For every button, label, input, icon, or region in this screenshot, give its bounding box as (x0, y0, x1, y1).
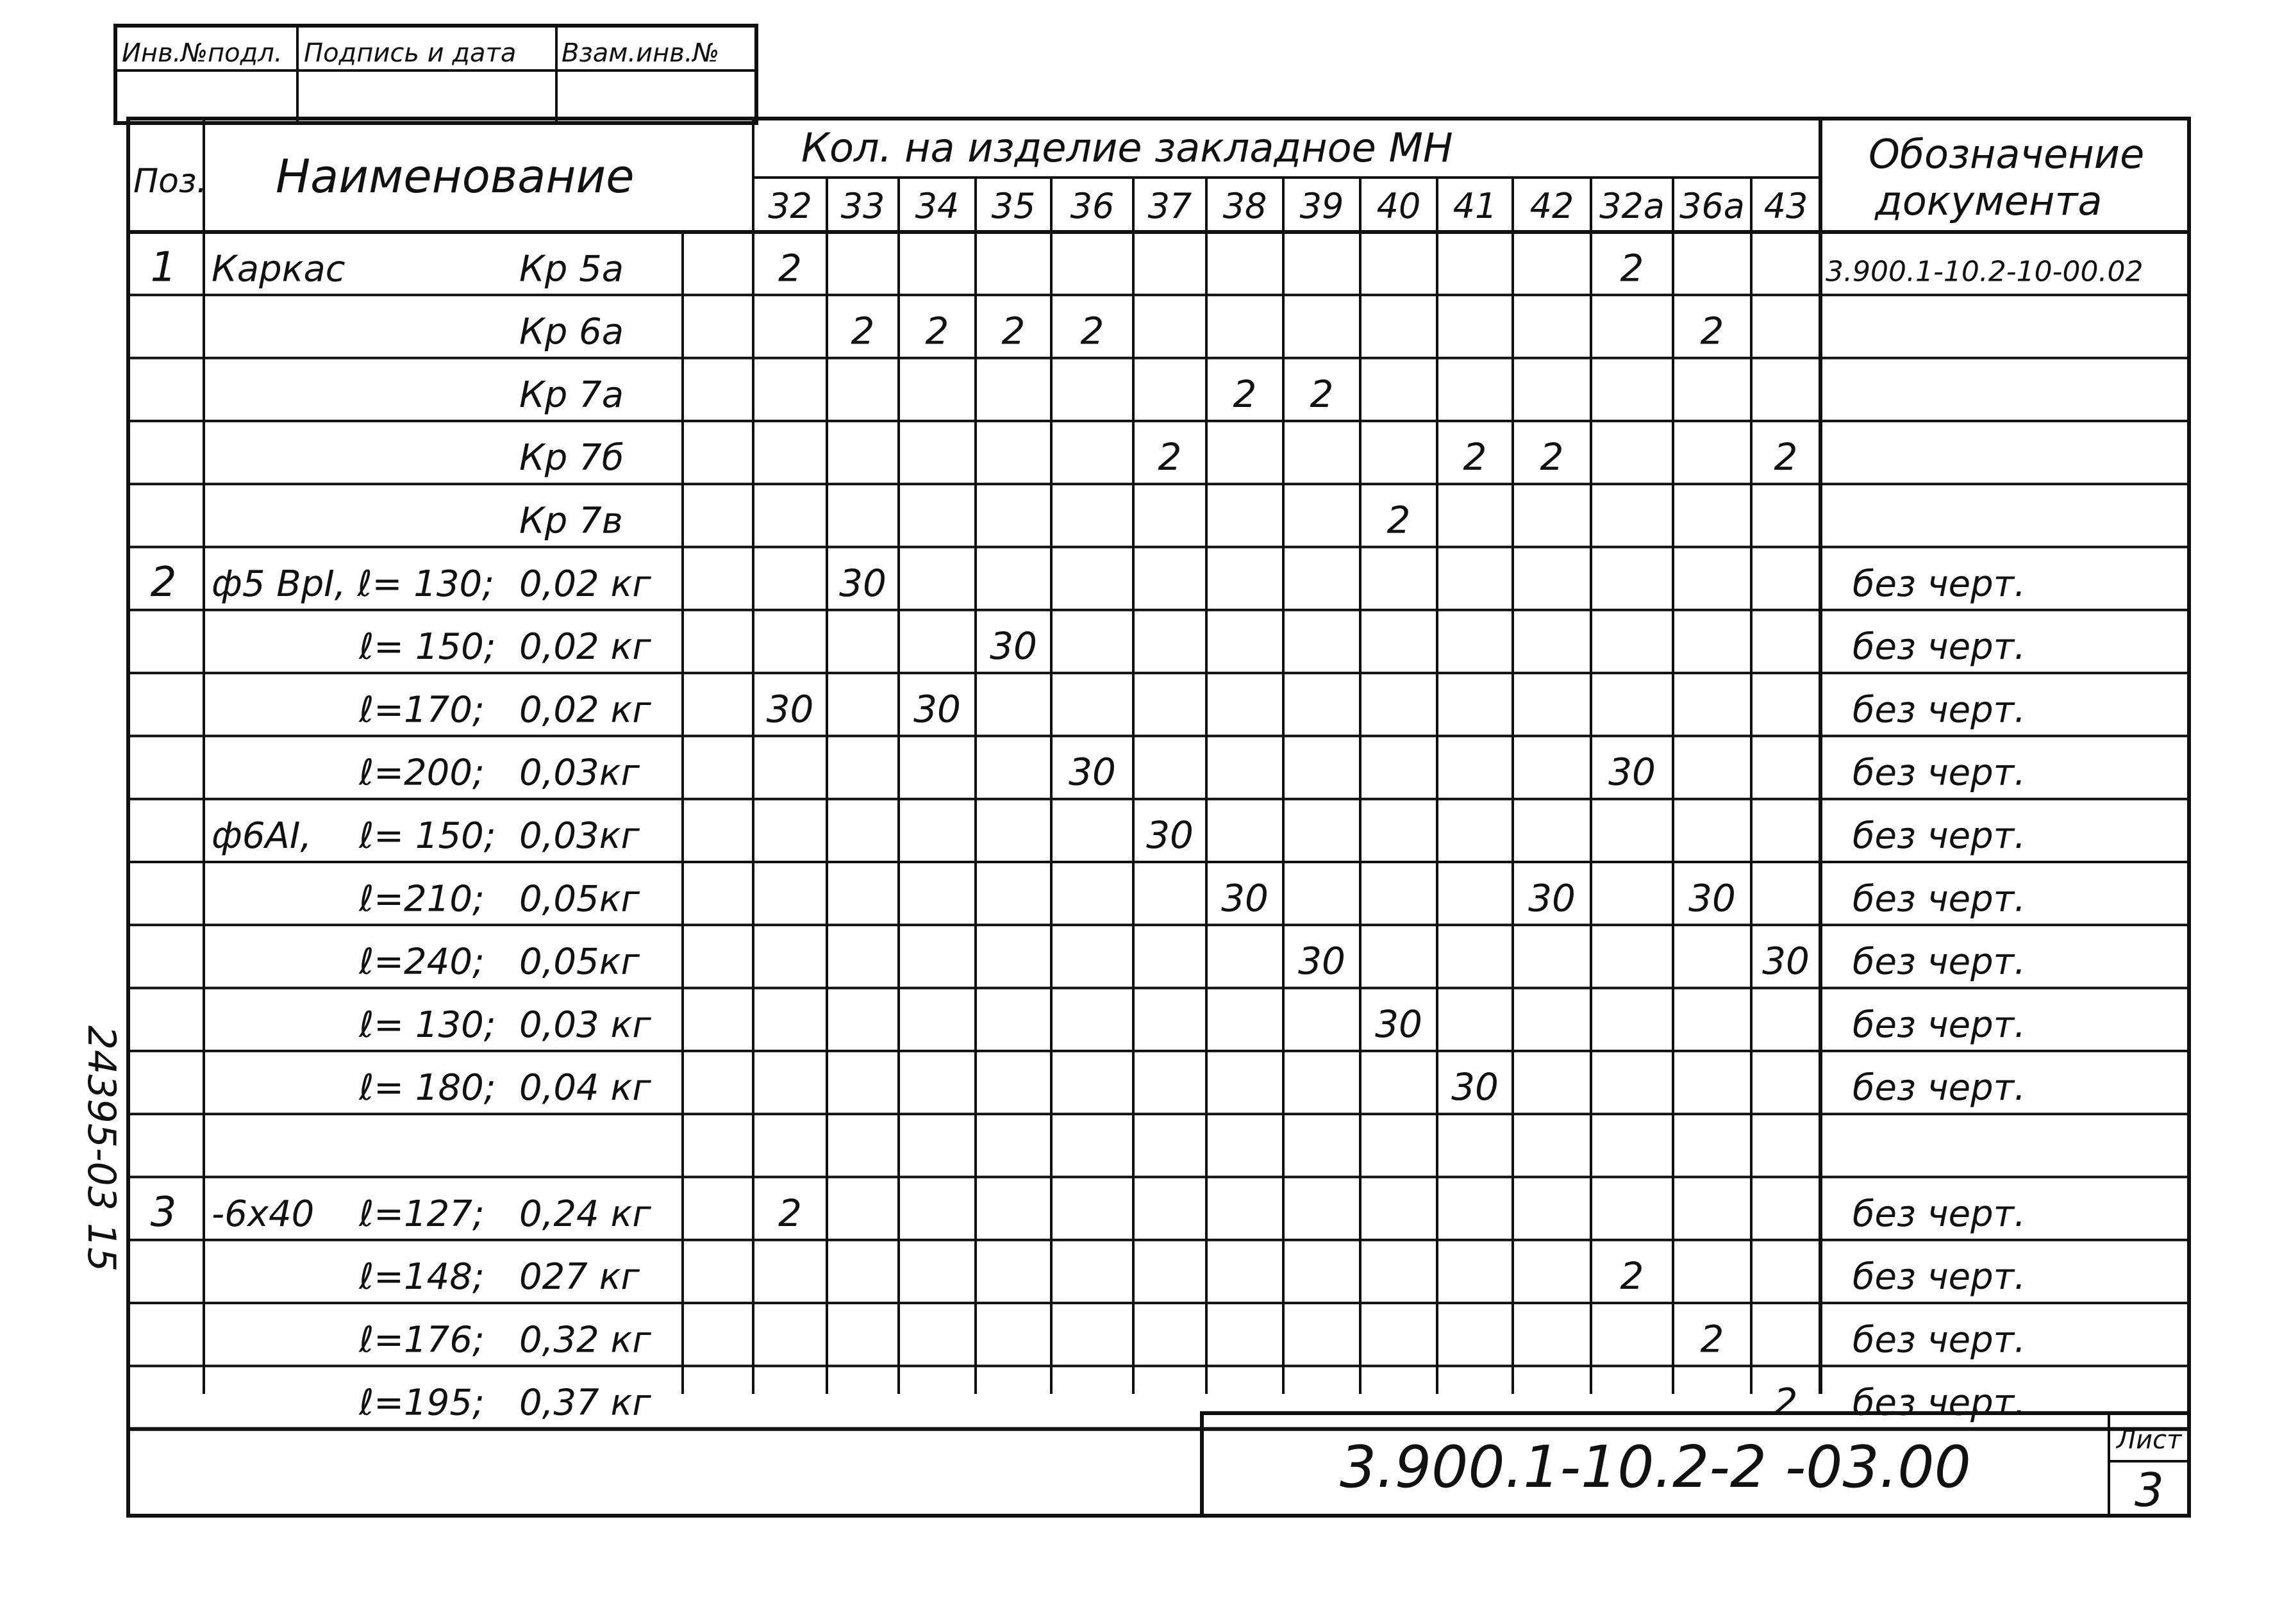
table-row (151, 244, 2144, 291)
table-row (519, 499, 1410, 542)
row-length: ℓ=240; (359, 941, 485, 983)
col-doc-header-1: Обозначение (1869, 131, 2145, 178)
row-quantity-cell: 30 (1762, 939, 1810, 983)
row-quantity-cell: 30 (1608, 750, 1656, 794)
table-row (358, 687, 2026, 731)
row-mass: Кр 7в (519, 500, 623, 542)
row-quantity-cell: 30 (1528, 876, 1576, 920)
table-row (519, 435, 1797, 479)
row-length: ℓ=200; (359, 752, 485, 794)
row-quantity-cell: 2 (1700, 1317, 1724, 1361)
row-quantity-cell: 2 (1233, 372, 1257, 416)
row-mass: 0,05кг (519, 941, 640, 983)
row-quantity-cell: 30 (913, 687, 961, 731)
item-header: 35 (991, 186, 1036, 226)
item-header: 38 (1222, 186, 1267, 226)
row-quantity-cell: 30 (1069, 750, 1116, 794)
row-document: без черт. (1853, 1193, 2026, 1235)
row-quantity-cell: 2 (1001, 309, 1026, 353)
row-mass: Кр 7б (519, 437, 624, 479)
row-mass: 0,03кг (519, 752, 640, 794)
row-name: Каркас (212, 248, 346, 290)
table-row (358, 1065, 2026, 1109)
row-quantity-cell: 2 (778, 246, 802, 290)
col-name-header: Наименование (276, 149, 635, 203)
table-row (519, 372, 1333, 416)
item-header: 32а (1599, 186, 1665, 226)
row-document: без черт. (1853, 941, 2026, 983)
row-name: ф5 ВрI, ℓ= 130; (212, 563, 494, 605)
row-quantity-cell: 30 (1451, 1065, 1499, 1109)
row-mass: 0,04 кг (519, 1067, 651, 1109)
item-header: 43 (1763, 186, 1808, 226)
table-row (151, 1189, 2026, 1236)
row-position: 2 (150, 558, 177, 606)
row-quantity-cell: 2 (925, 309, 949, 353)
table-row (212, 813, 2026, 857)
row-document: без черт. (1853, 1004, 2026, 1046)
row-mass: 0,02 кг (519, 626, 651, 668)
table-row (358, 1002, 2026, 1046)
row-mass: 0,24 кг (519, 1193, 651, 1235)
row-document: без черт. (1853, 626, 2026, 668)
row-mass: 0,03 кг (519, 1004, 651, 1046)
table-row (358, 624, 2026, 668)
row-mass: 0,03кг (519, 815, 640, 857)
row-document: без черт. (1853, 752, 2026, 794)
item-number-headers (768, 186, 1808, 226)
row-quantity-cell: 2 (1310, 372, 1334, 416)
row-mass: Кр 6а (519, 311, 624, 353)
row-quantity-cell: 30 (1146, 813, 1194, 857)
row-document: без черт. (1853, 1256, 2026, 1298)
sheet-label: Лист (2117, 1425, 2182, 1455)
item-header: 36 (1070, 186, 1115, 226)
table-row (358, 876, 2026, 920)
row-quantity-cell: 2 (1774, 1380, 1798, 1424)
row-length: ℓ= 150; (359, 626, 496, 668)
row-quantity-cell: 2 (1620, 246, 1644, 290)
row-document: без черт. (1853, 689, 2026, 731)
row-quantity-cell: 2 (1158, 435, 1182, 479)
row-mass: 0,37 кг (519, 1382, 651, 1424)
table-row (358, 750, 2026, 794)
row-position: 1 (150, 244, 177, 292)
row-mass: 0,32 кг (519, 1319, 651, 1361)
row-document: без черт. (1853, 1319, 2026, 1361)
row-length: ℓ=195; (359, 1382, 485, 1424)
stamp-inv-header: Инв.№подл. (122, 38, 283, 68)
row-length: ℓ=176; (359, 1319, 485, 1361)
row-quantity-cell: 30 (1375, 1002, 1422, 1046)
approval-stamp (115, 26, 756, 123)
row-mass: 0,02 кг (519, 563, 651, 605)
row-quantity-cell: 30 (990, 624, 1037, 668)
qty-group-header: Кол. на изделие закладное МН (801, 124, 1453, 171)
col-doc-header-2: документа (1875, 178, 2102, 224)
margin-registration-note: 24395-03 15 (79, 1025, 124, 1272)
sheet-number: 3 (2135, 1463, 2164, 1517)
item-header: 33 (840, 186, 885, 226)
row-length: ℓ= 130; (359, 1004, 496, 1046)
item-header: 34 (915, 186, 960, 226)
row-length: ℓ= 150; (359, 815, 496, 857)
row-length: ℓ=148; (359, 1256, 485, 1298)
row-length: ℓ=170; (359, 689, 485, 731)
row-quantity-cell: 2 (1386, 498, 1411, 542)
row-mass: Кр 5а (519, 248, 624, 290)
item-header: 36а (1679, 186, 1745, 226)
row-quantity-cell: 2 (1774, 435, 1798, 479)
item-header: 39 (1299, 186, 1344, 226)
row-quantity-cell: 2 (1700, 309, 1724, 353)
row-mass: 0,05кг (519, 878, 640, 920)
table-row (358, 940, 2026, 983)
row-mass: Кр 7а (519, 374, 624, 416)
row-length: ℓ= 180; (359, 1067, 496, 1109)
table-row (358, 1380, 2026, 1424)
row-document: без черт. (1853, 1382, 2026, 1424)
row-name: ф6АI, (212, 815, 312, 857)
row-length: ℓ=127; (359, 1193, 485, 1235)
row-length: ℓ=210; (359, 878, 485, 920)
row-quantity-cell: 30 (1221, 876, 1269, 920)
item-header: 42 (1529, 186, 1574, 226)
stamp-signature-header: Подпись и дата (304, 38, 517, 68)
col-pos-header: Поз. (133, 162, 208, 201)
row-mass: 027 кг (519, 1256, 640, 1298)
row-document: без черт. (1853, 563, 2026, 605)
table-row (358, 1254, 2026, 1298)
item-header: 40 (1376, 186, 1421, 226)
row-document: 3.900.1-10.2-10-00.02 (1826, 255, 2144, 288)
row-quantity-cell: 30 (1298, 939, 1345, 983)
table-row (358, 1317, 2026, 1361)
item-header: 37 (1147, 186, 1192, 226)
row-quantity-cell: 2 (851, 309, 875, 353)
row-quantity-cell: 2 (1620, 1254, 1644, 1298)
row-quantity-cell: 2 (1463, 435, 1487, 479)
table-row (151, 559, 2026, 606)
row-name: -6x40 (212, 1193, 315, 1235)
row-position: 3 (150, 1188, 177, 1236)
row-quantity-cell: 30 (1688, 876, 1736, 920)
document-designation: 3.900.1-10.2-2 -03.00 (1340, 1434, 1971, 1501)
row-quantity-cell: 30 (839, 561, 887, 605)
row-mass: 0,02 кг (519, 689, 651, 731)
table-row (519, 310, 1724, 353)
row-document: без черт. (1853, 815, 2026, 857)
stamp-replace-header: Взам.инв.№ (562, 38, 720, 68)
row-quantity-cell: 2 (1080, 309, 1104, 353)
row-quantity-cell: 2 (1540, 435, 1564, 479)
item-header: 41 (1453, 186, 1497, 226)
item-header: 32 (768, 186, 812, 226)
row-document: без черт. (1853, 1067, 2026, 1109)
row-quantity-cell: 30 (766, 687, 814, 731)
row-quantity-cell: 2 (778, 1191, 802, 1235)
row-document: без черт. (1853, 878, 2026, 920)
